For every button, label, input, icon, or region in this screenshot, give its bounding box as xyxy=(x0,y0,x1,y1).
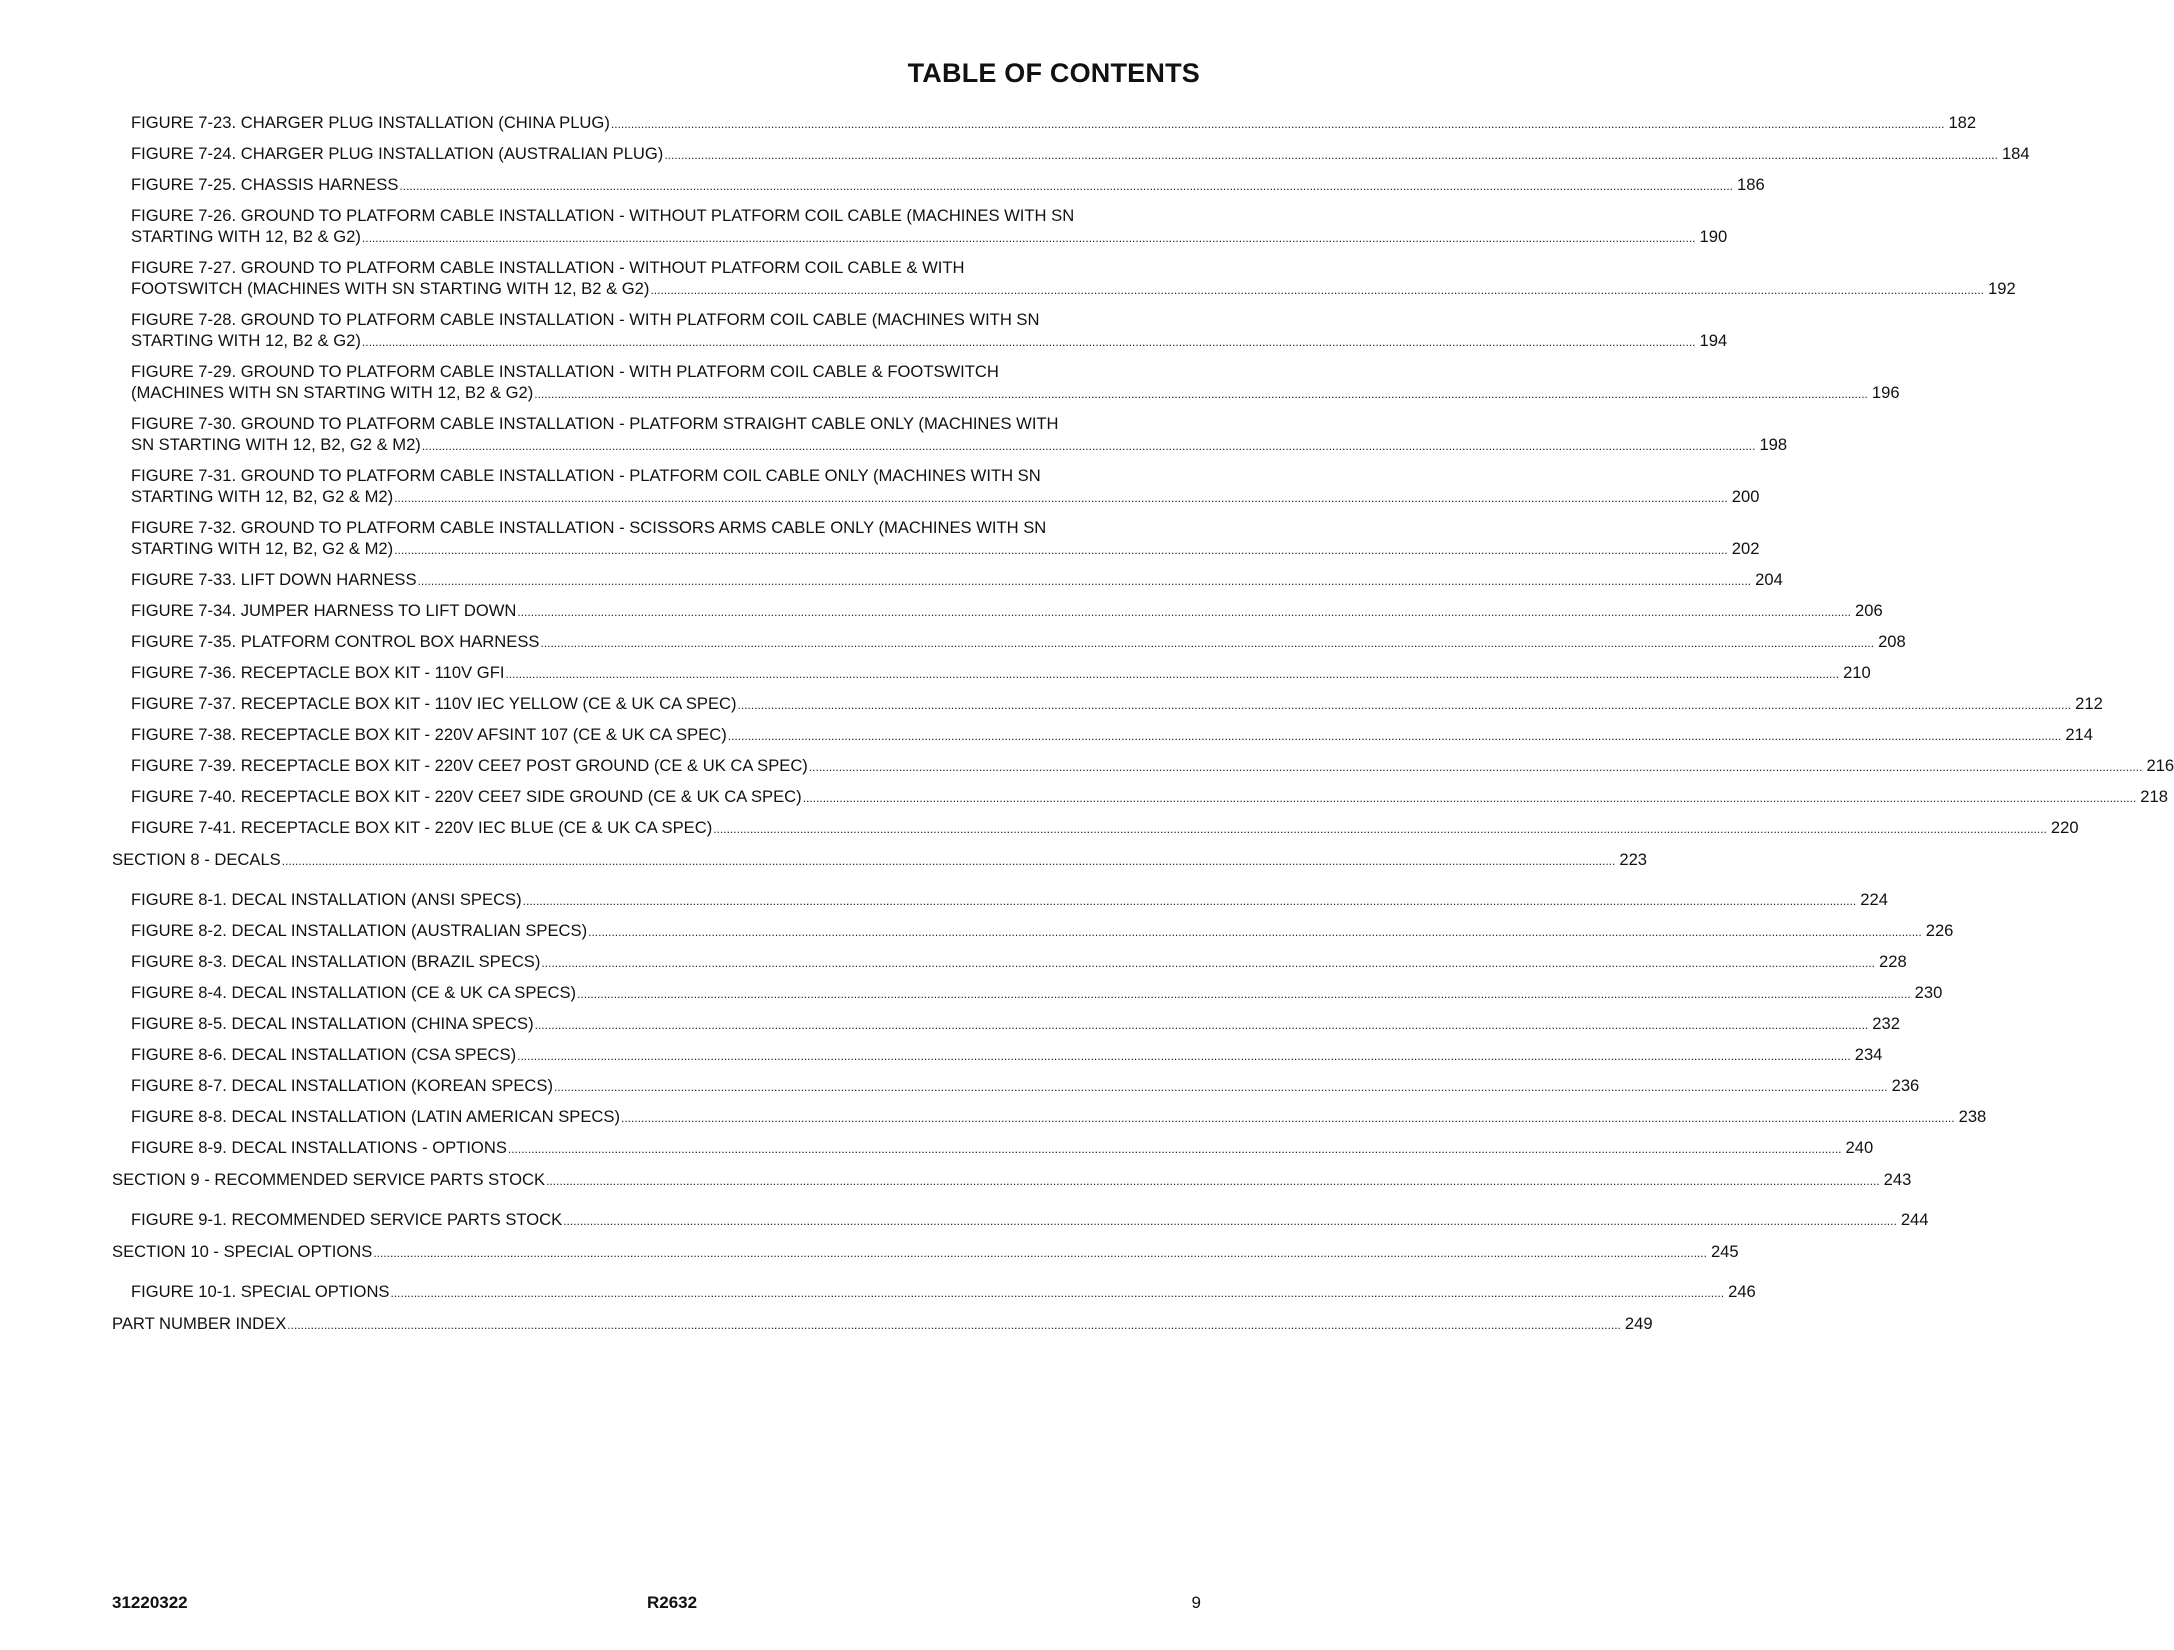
toc-entry-text-line: FIGURE 7-31. GROUND TO PLATFORM CABLE INSTALLATION - PLATFORM COIL CABLE ONLY (MACHINES WITH SN xyxy=(131,466,1041,485)
toc-entry-page-number: 223 xyxy=(1619,850,1648,869)
toc-entry-title: (MACHINES WITH SN STARTING WITH 12, B2 & G2) xyxy=(131,383,534,402)
toc-entry-title: FIGURE 7-35. PLATFORM CONTROL BOX HARNESS xyxy=(131,632,540,651)
toc-entry-title: FIGURE 7-38. RECEPTACLE BOX KIT - 220V AFSINT 107 (CE & UK CA SPEC) xyxy=(131,725,727,744)
toc-entry-line xyxy=(131,1013,1900,1034)
toc-entry-line xyxy=(131,786,2168,807)
toc-entry-title: FIGURE 7-37. RECEPTACLE BOX KIT - 110V IEC YELLOW (CE & UK CA SPEC) xyxy=(131,694,737,713)
toc-figure-entry[interactable] xyxy=(112,465,1760,507)
toc-entry-title: STARTING WITH 12, B2, G2 & M2) xyxy=(131,487,394,506)
toc-entry-title: PART NUMBER INDEX xyxy=(112,1314,287,1333)
toc-entry-line xyxy=(131,330,1728,351)
toc-entry-page-number: 232 xyxy=(1872,1014,1900,1033)
dot-leader: ................................................................................................................................................................................................................................................................................................................................................................................................................ xyxy=(534,1018,1869,1032)
toc-entry-page-number: 240 xyxy=(1845,1138,1874,1157)
toc-figure-entry[interactable] xyxy=(112,600,1883,621)
dot-leader: ................................................................................................................................................................................................................................................................................................................................................................................................................ xyxy=(534,387,1868,401)
toc-entry-line xyxy=(131,920,1954,941)
toc-entry-text-line: FIGURE 7-27. GROUND TO PLATFORM CABLE INSTALLATION - WITHOUT PLATFORM COIL CABLE & WITH xyxy=(131,258,965,277)
toc-entry-title: FIGURE 7-33. LIFT DOWN HARNESS xyxy=(131,570,417,589)
toc-entry-title: FIGURE 8-3. DECAL INSTALLATION (BRAZIL SPECS) xyxy=(131,952,541,971)
toc-entry-text-line: FIGURE 7-30. GROUND TO PLATFORM CABLE INSTALLATION - PLATFORM STRAIGHT CABLE ONLY (MACHINES WITH xyxy=(131,414,1059,433)
toc-entry-title: SECTION 9 - RECOMMENDED SERVICE PARTS STOCK xyxy=(112,1170,546,1189)
toc-entry-line xyxy=(131,662,1871,683)
dot-leader: ................................................................................................................................................................................................................................................................................................................................................................................................................ xyxy=(650,283,1985,297)
toc-entry-page-number: 218 xyxy=(2140,787,2168,806)
toc-entry-title: FIGURE 8-6. DECAL INSTALLATION (CSA SPECS) xyxy=(131,1045,517,1064)
toc-figure-entry[interactable] xyxy=(112,662,1871,683)
toc-entry-line xyxy=(131,112,1977,133)
dot-leader: ................................................................................................................................................................................................................................................................................................................................................................................................................ xyxy=(517,1049,1851,1063)
toc-figure-entry[interactable] xyxy=(112,920,1954,941)
toc-figure-entry[interactable] xyxy=(112,1209,1929,1230)
toc-entry-line xyxy=(131,143,2030,164)
toc-entry-line xyxy=(131,538,1760,559)
toc-entry-title: STARTING WITH 12, B2, G2 & M2) xyxy=(131,539,394,558)
toc-entry-line xyxy=(131,486,1760,507)
toc-entry-page-number: 220 xyxy=(2050,818,2079,837)
toc-entry-title: FIGURE 7-23. CHARGER PLUG INSTALLATION (CHINA PLUG) xyxy=(131,113,610,132)
dot-leader: ................................................................................................................................................................................................................................................................................................................................................................................................................ xyxy=(281,854,1616,868)
toc-figure-entry[interactable] xyxy=(112,1013,1900,1034)
toc-figure-entry[interactable] xyxy=(112,257,2016,299)
toc-entry-line xyxy=(131,631,1906,652)
toc-entry-line xyxy=(131,600,1883,621)
toc-entry-title: FOOTSWITCH (MACHINES WITH SN STARTING WITH 12, B2 & G2) xyxy=(131,279,650,298)
toc-figure-entry[interactable] xyxy=(112,569,1783,590)
dot-leader: ................................................................................................................................................................................................................................................................................................................................................................................................................ xyxy=(390,1286,1725,1300)
toc-entry-page-number: 190 xyxy=(1699,227,1728,246)
dot-leader: ................................................................................................................................................................................................................................................................................................................................................................................................................ xyxy=(554,1080,1888,1094)
toc-figure-entry[interactable] xyxy=(112,205,1728,247)
toc-entry-line xyxy=(112,1169,1912,1190)
toc-entry-page-number: 206 xyxy=(1855,601,1883,620)
toc-entry-line xyxy=(131,724,2094,745)
dot-leader: ................................................................................................................................................................................................................................................................................................................................................................................................................ xyxy=(373,1246,1707,1260)
toc-entry-page-number: 200 xyxy=(1731,487,1760,506)
dot-leader: ................................................................................................................................................................................................................................................................................................................................................................................................................ xyxy=(737,698,2072,712)
dot-leader: ................................................................................................................................................................................................................................................................................................................................................................................................................ xyxy=(399,179,1734,193)
toc-entry-page-number: 244 xyxy=(1900,1210,1929,1229)
toc-entry-page-number: 214 xyxy=(2065,725,2094,744)
dot-leader: ................................................................................................................................................................................................................................................................................................................................................................................................................ xyxy=(421,439,1756,453)
toc-entry-line xyxy=(131,1281,1756,1302)
toc-section-entry[interactable] xyxy=(112,849,1648,870)
toc-entry-line xyxy=(131,889,1888,910)
toc-entry-line xyxy=(131,278,2016,299)
toc-entry-page-number: 245 xyxy=(1710,1242,1739,1261)
dot-leader: ................................................................................................................................................................................................................................................................................................................................................................................................................ xyxy=(621,1111,1955,1125)
toc-figure-entry[interactable] xyxy=(112,889,1888,910)
toc-figure-entry[interactable] xyxy=(112,1106,1987,1127)
toc-entry-title: FIGURE 7-39. RECEPTACLE BOX KIT - 220V CEE7 POST GROUND (CE & UK CA SPEC) xyxy=(131,756,808,775)
toc-figure-entry[interactable] xyxy=(112,517,1760,559)
dot-leader: ................................................................................................................................................................................................................................................................................................................................................................................................................ xyxy=(540,636,1875,650)
toc-entry-page-number: 212 xyxy=(2075,694,2103,713)
toc-figure-entry[interactable] xyxy=(112,693,2103,714)
dot-leader: ................................................................................................................................................................................................................................................................................................................................................................................................................ xyxy=(546,1174,1880,1188)
toc-entry-page-number: 243 xyxy=(1883,1170,1912,1189)
toc-entry-line xyxy=(131,1044,1883,1065)
toc-entry-title: FIGURE 7-24. CHARGER PLUG INSTALLATION (AUSTRALIAN PLUG) xyxy=(131,144,664,163)
toc-entry-text-line: FIGURE 7-28. GROUND TO PLATFORM CABLE INSTALLATION - WITH PLATFORM COIL CABLE (MACHINES WITH SN xyxy=(131,310,1040,329)
footer-revision: R2632 xyxy=(647,1593,698,1612)
toc-entry-text-line: FIGURE 7-32. GROUND TO PLATFORM CABLE INSTALLATION - SCISSORS ARMS CABLE ONLY (MACHINES WITH SN xyxy=(131,518,1047,537)
toc-entry-title: FIGURE 7-34. JUMPER HARNESS TO LIFT DOWN xyxy=(131,601,517,620)
toc-entry-title: STARTING WITH 12, B2 & G2) xyxy=(131,227,361,246)
dot-leader: ................................................................................................................................................................................................................................................................................................................................................................................................................ xyxy=(808,760,2143,774)
toc-figure-entry[interactable] xyxy=(112,631,1906,652)
dot-leader: ................................................................................................................................................................................................................................................................................................................................................................................................................ xyxy=(417,574,1752,588)
toc-entry-title: FIGURE 7-40. RECEPTACLE BOX KIT - 220V CEE7 SIDE GROUND (CE & UK CA SPEC) xyxy=(131,787,802,806)
toc-section-entry[interactable] xyxy=(112,1241,1739,1262)
toc-entry-text-line: FIGURE 7-29. GROUND TO PLATFORM CABLE INSTALLATION - WITH PLATFORM COIL CABLE & FOOTSWITCH xyxy=(131,362,999,381)
toc-entry-page-number: 249 xyxy=(1624,1314,1653,1333)
page-title: TABLE OF CONTENTS xyxy=(907,58,1200,88)
toc-entry-title: FIGURE 8-7. DECAL INSTALLATION (KOREAN SPECS) xyxy=(131,1076,553,1095)
toc-entry-page-number: 216 xyxy=(2146,756,2174,775)
toc-entry-title: FIGURE 8-9. DECAL INSTALLATIONS - OPTIONS xyxy=(131,1138,507,1157)
toc-entry-page-number: 184 xyxy=(2001,144,2030,163)
toc-section-entry[interactable] xyxy=(112,1169,1912,1190)
dot-leader: ................................................................................................................................................................................................................................................................................................................................................................................................................ xyxy=(713,822,2047,836)
toc-entry-page-number: 234 xyxy=(1854,1045,1883,1064)
toc-entry-page-number: 186 xyxy=(1737,175,1765,194)
toc-entry-line xyxy=(131,382,1900,403)
toc-entry-page-number: 202 xyxy=(1731,539,1760,558)
toc-entry-line xyxy=(112,1313,1653,1334)
dot-leader: ................................................................................................................................................................................................................................................................................................................................................................................................................ xyxy=(394,491,1728,505)
dot-leader: ................................................................................................................................................................................................................................................................................................................................................................................................................ xyxy=(361,231,1696,245)
dot-leader: ................................................................................................................................................................................................................................................................................................................................................................................................................ xyxy=(727,729,2062,743)
toc-entry-line xyxy=(131,755,2174,776)
dot-leader: ................................................................................................................................................................................................................................................................................................................................................................................................................ xyxy=(610,117,1945,131)
toc-section-entry[interactable] xyxy=(112,1313,1653,1334)
toc-entry-line xyxy=(131,951,1907,972)
toc-entry-line xyxy=(131,1209,1929,1230)
toc-entry-line xyxy=(131,1106,1987,1127)
toc-entry-page-number: 246 xyxy=(1728,1282,1756,1301)
toc-entry-line xyxy=(131,174,1765,195)
toc-entry-page-number: 194 xyxy=(1699,331,1728,350)
toc-entry-title: SECTION 10 - SPECIAL OPTIONS xyxy=(112,1242,373,1261)
dot-leader: ................................................................................................................................................................................................................................................................................................................................................................................................................ xyxy=(563,1214,1897,1228)
toc-entry-line xyxy=(131,434,1788,455)
toc-entry-title: FIGURE 8-4. DECAL INSTALLATION (CE & UK CA SPECS) xyxy=(131,983,577,1002)
toc-figure-entry[interactable] xyxy=(112,1281,1756,1302)
toc-entry-page-number: 208 xyxy=(1878,632,1906,651)
dot-leader: ................................................................................................................................................................................................................................................................................................................................................................................................................ xyxy=(522,894,1857,908)
toc-entry-title: FIGURE 8-2. DECAL INSTALLATION (AUSTRALIAN SPECS) xyxy=(131,921,588,940)
toc-entry-title: FIGURE 7-25. CHASSIS HARNESS xyxy=(131,175,399,194)
toc-figure-entry[interactable] xyxy=(112,174,1765,195)
toc-entry-page-number: 198 xyxy=(1759,435,1788,454)
toc-figure-entry[interactable] xyxy=(112,1044,1883,1065)
toc-figure-entry[interactable] xyxy=(112,1137,1874,1158)
dot-leader: ................................................................................................................................................................................................................................................................................................................................................................................................................ xyxy=(664,148,1998,162)
page-footer xyxy=(112,1593,1201,1617)
dot-leader: ................................................................................................................................................................................................................................................................................................................................................................................................................ xyxy=(505,667,1840,681)
toc-entry-line xyxy=(131,1137,1874,1158)
toc-entry-page-number: 236 xyxy=(1891,1076,1920,1095)
table-of-contents xyxy=(112,112,2174,1353)
toc-entry-text-line: FIGURE 7-26. GROUND TO PLATFORM CABLE INSTALLATION - WITHOUT PLATFORM COIL CABLE (MACHINES WITH SN xyxy=(131,206,1075,225)
footer-doc-number: 31220322 xyxy=(112,1593,188,1612)
toc-entry-page-number: 228 xyxy=(1879,952,1907,971)
toc-entry-page-number: 196 xyxy=(1871,383,1900,402)
toc-entry-page-number: 182 xyxy=(1948,113,1977,132)
toc-entry-line xyxy=(131,1075,1920,1096)
toc-entry-page-number: 226 xyxy=(1925,921,1954,940)
toc-figure-entry[interactable] xyxy=(112,112,1977,133)
toc-entry-line xyxy=(131,569,1783,590)
toc-figure-entry[interactable] xyxy=(112,786,2168,807)
toc-entry-line xyxy=(112,849,1648,870)
toc-figure-entry[interactable] xyxy=(112,951,1907,972)
dot-leader: ................................................................................................................................................................................................................................................................................................................................................................................................................ xyxy=(507,1142,1842,1156)
toc-figure-entry[interactable] xyxy=(112,309,1728,351)
dot-leader: ................................................................................................................................................................................................................................................................................................................................................................................................................ xyxy=(588,925,1922,939)
toc-entry-title: STARTING WITH 12, B2 & G2) xyxy=(131,331,361,350)
toc-entry-title: SECTION 8 - DECALS xyxy=(112,850,281,869)
dot-leader: ................................................................................................................................................................................................................................................................................................................................................................................................................ xyxy=(517,605,1852,619)
toc-figure-entry[interactable] xyxy=(112,817,2079,838)
toc-entry-title: FIGURE 10-1. SPECIAL OPTIONS xyxy=(131,1282,390,1301)
dot-leader: ................................................................................................................................................................................................................................................................................................................................................................................................................ xyxy=(577,987,1911,1001)
toc-entry-page-number: 238 xyxy=(1958,1107,1987,1126)
toc-entry-line xyxy=(131,693,2103,714)
toc-figure-entry[interactable] xyxy=(112,361,1900,403)
toc-entry-line xyxy=(131,982,1943,1003)
dot-leader: ................................................................................................................................................................................................................................................................................................................................................................................................................ xyxy=(802,791,2137,805)
toc-figure-entry[interactable] xyxy=(112,143,2030,164)
dot-leader: ................................................................................................................................................................................................................................................................................................................................................................................................................ xyxy=(287,1318,1621,1332)
toc-entry-page-number: 230 xyxy=(1914,983,1943,1002)
dot-leader: ................................................................................................................................................................................................................................................................................................................................................................................................................ xyxy=(394,543,1728,557)
dot-leader: ................................................................................................................................................................................................................................................................................................................................................................................................................ xyxy=(541,956,1875,970)
toc-entry-line xyxy=(112,1241,1739,1262)
toc-entry-line xyxy=(131,226,1728,247)
toc-entry-line xyxy=(131,817,2079,838)
toc-entry-title: FIGURE 9-1. RECOMMENDED SERVICE PARTS STOCK xyxy=(131,1210,563,1229)
toc-entry-page-number: 210 xyxy=(1843,663,1871,682)
footer-page-number: 9 xyxy=(1191,1593,1201,1612)
toc-figure-entry[interactable] xyxy=(112,413,1788,455)
toc-figure-entry[interactable] xyxy=(112,1075,1920,1096)
toc-entry-page-number: 224 xyxy=(1860,890,1888,909)
toc-entry-title: FIGURE 8-1. DECAL INSTALLATION (ANSI SPECS) xyxy=(131,890,522,909)
toc-entry-title: FIGURE 8-5. DECAL INSTALLATION (CHINA SPECS) xyxy=(131,1014,534,1033)
toc-figure-entry[interactable] xyxy=(112,755,2174,776)
toc-figure-entry[interactable] xyxy=(112,982,1943,1003)
toc-figure-entry[interactable] xyxy=(112,724,2094,745)
toc-entry-page-number: 204 xyxy=(1755,570,1783,589)
toc-entry-title: SN STARTING WITH 12, B2, G2 & M2) xyxy=(131,435,421,454)
toc-entry-title: FIGURE 7-41. RECEPTACLE BOX KIT - 220V IEC BLUE (CE & UK CA SPEC) xyxy=(131,818,713,837)
toc-entry-page-number: 192 xyxy=(1988,279,2016,298)
toc-entry-title: FIGURE 7-36. RECEPTACLE BOX KIT - 110V GFI xyxy=(131,663,505,682)
dot-leader: ................................................................................................................................................................................................................................................................................................................................................................................................................ xyxy=(361,335,1696,349)
toc-entry-title: FIGURE 8-8. DECAL INSTALLATION (LATIN AMERICAN SPECS) xyxy=(131,1107,620,1126)
